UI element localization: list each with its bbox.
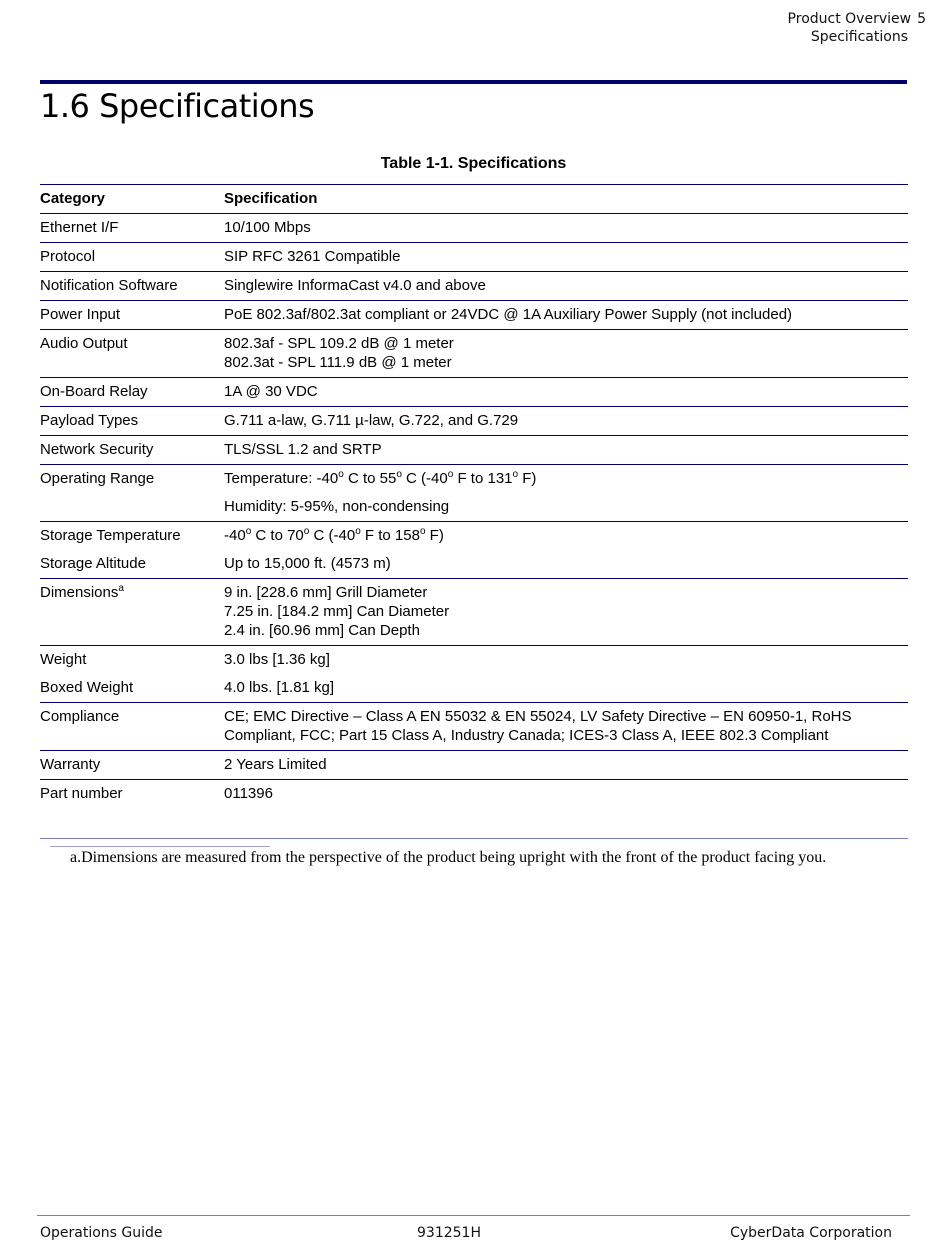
header-specification: Specification xyxy=(224,190,318,207)
table-row xyxy=(40,378,908,407)
row-value: -40$^o$ C to 70$^o$ C (-40$^o$ F to 158$^o$ F) xyxy=(224,526,444,544)
running-head-section: Specifications xyxy=(810,29,908,45)
row-value xyxy=(224,465,908,522)
degree-mark: o xyxy=(355,526,361,537)
table-row xyxy=(40,522,908,551)
table-row xyxy=(40,646,908,675)
running-head xyxy=(788,10,926,46)
specifications-table xyxy=(40,184,908,808)
row-value: SIP RFC 3261 Compatible xyxy=(224,248,401,265)
row-value: 011396 xyxy=(224,785,273,802)
row-category: Operating Range xyxy=(40,470,155,487)
row-category: Storage Altitude xyxy=(40,555,146,572)
table-row xyxy=(40,703,908,751)
row-value: Singlewire InformaCast v4.0 and above xyxy=(224,277,486,294)
footnote-separator xyxy=(50,846,270,847)
row-value xyxy=(224,330,908,378)
row-value: PoE 802.3af/802.3at compliant or 24VDC @ 1A Auxiliary Power Supply (not included) xyxy=(224,306,793,323)
footer-company: CyberData Corporation xyxy=(730,1225,892,1241)
value-line: 802.3af - SPL 109.2 dB @ 1 meter xyxy=(224,335,454,352)
row-category: Notification Software xyxy=(40,277,178,294)
degree-mark: o xyxy=(338,469,344,480)
row-category: Boxed Weight xyxy=(40,679,134,696)
footer-rule xyxy=(37,1215,910,1216)
table-row xyxy=(40,214,908,243)
row-value xyxy=(224,703,908,751)
value-line: 7.25 in. [184.2 mm] Can Diameter xyxy=(224,603,450,620)
table-row xyxy=(40,751,908,780)
row-category: Dimensions$^a$ xyxy=(40,583,124,601)
table-row xyxy=(40,465,908,522)
row-category: Weight xyxy=(40,651,87,668)
row-value: 1A @ 30 VDC xyxy=(224,383,318,400)
row-category: Network Security xyxy=(40,441,154,458)
row-value: 2 Years Limited xyxy=(224,756,327,773)
table-header-row xyxy=(40,185,908,214)
table-row xyxy=(40,550,908,579)
row-category: Part number xyxy=(40,785,123,802)
degree-mark: o xyxy=(512,469,519,480)
table-row xyxy=(40,243,908,272)
table-row xyxy=(40,407,908,436)
row-category: Payload Types xyxy=(40,412,139,429)
row-value: 3.0 lbs [1.36 kg] xyxy=(224,651,330,668)
footer-guide-title: Operations Guide xyxy=(40,1225,163,1241)
row-category: Audio Output xyxy=(40,335,128,352)
row-category: Ethernet I/F xyxy=(40,219,119,236)
degree-mark: o xyxy=(303,526,310,537)
degree-mark: o xyxy=(396,469,402,480)
table-row xyxy=(40,780,908,809)
row-value xyxy=(224,579,908,646)
footer-document-number: 931251H xyxy=(417,1225,481,1241)
row-category: Warranty xyxy=(40,756,101,773)
temperature-range: Temperature: -40$^o$ C to 55$^o$ C (-40$^o$ F to 131$^o$ F) xyxy=(224,469,537,487)
header-category: Category xyxy=(40,190,106,207)
row-category: Compliance xyxy=(40,708,120,725)
degree-mark: o xyxy=(447,469,454,480)
table-row xyxy=(40,674,908,703)
section-title: 1.6 Specifications xyxy=(40,87,315,125)
table-row xyxy=(40,436,908,465)
table-row xyxy=(40,330,908,378)
row-category: Power Input xyxy=(40,306,121,323)
row-value: 10/100 Mbps xyxy=(224,219,311,236)
page-number: 5 xyxy=(917,11,926,27)
table-caption: Table 1-1. Specifications xyxy=(380,155,567,172)
row-value: 4.0 lbs. [1.81 kg] xyxy=(224,679,335,696)
value-line: 9 in. [228.6 mm] Grill Diameter xyxy=(224,584,428,601)
table-row xyxy=(40,272,908,301)
footnote: a.Dimensions are measured from the perspective of the product being upright with the front of the product facing you. xyxy=(70,849,827,866)
footnote-rule xyxy=(40,838,908,839)
row-category: Storage Temperature xyxy=(40,527,181,544)
running-head-chapter-line xyxy=(788,10,926,28)
table-row xyxy=(40,579,908,646)
row-value: TLS/SSL 1.2 and SRTP xyxy=(224,441,382,458)
row-value: Up to 15,000 ft. (4573 m) xyxy=(224,555,391,572)
value-line: Compliant, FCC; Part 15 Class A, Industry Canada; ICES-3 Class A, IEEE 802.3 Compliant xyxy=(224,727,829,744)
row-category: On-Board Relay xyxy=(40,383,148,400)
footnote-marker: a xyxy=(118,583,124,594)
degree-mark: o xyxy=(419,526,426,537)
running-head-chapter: Product Overview xyxy=(787,11,912,27)
value-line: 802.3at - SPL 111.9 dB @ 1 meter xyxy=(224,354,452,371)
section-rule xyxy=(40,80,907,84)
table-row xyxy=(40,301,908,330)
humidity-range: Humidity: 5-95%, non-condensing xyxy=(224,498,450,515)
row-value: G.711 a-law, G.711 µ-law, G.722, and G.729 xyxy=(224,412,519,429)
row-category: Protocol xyxy=(40,248,96,265)
value-line: CE; EMC Directive – Class A EN 55032 & EN 55024, LV Safety Directive – EN 60950-1, RoHS xyxy=(224,708,852,725)
value-line: 2.4 in. [60.96 mm] Can Depth xyxy=(224,622,420,639)
degree-mark: o xyxy=(245,526,252,537)
